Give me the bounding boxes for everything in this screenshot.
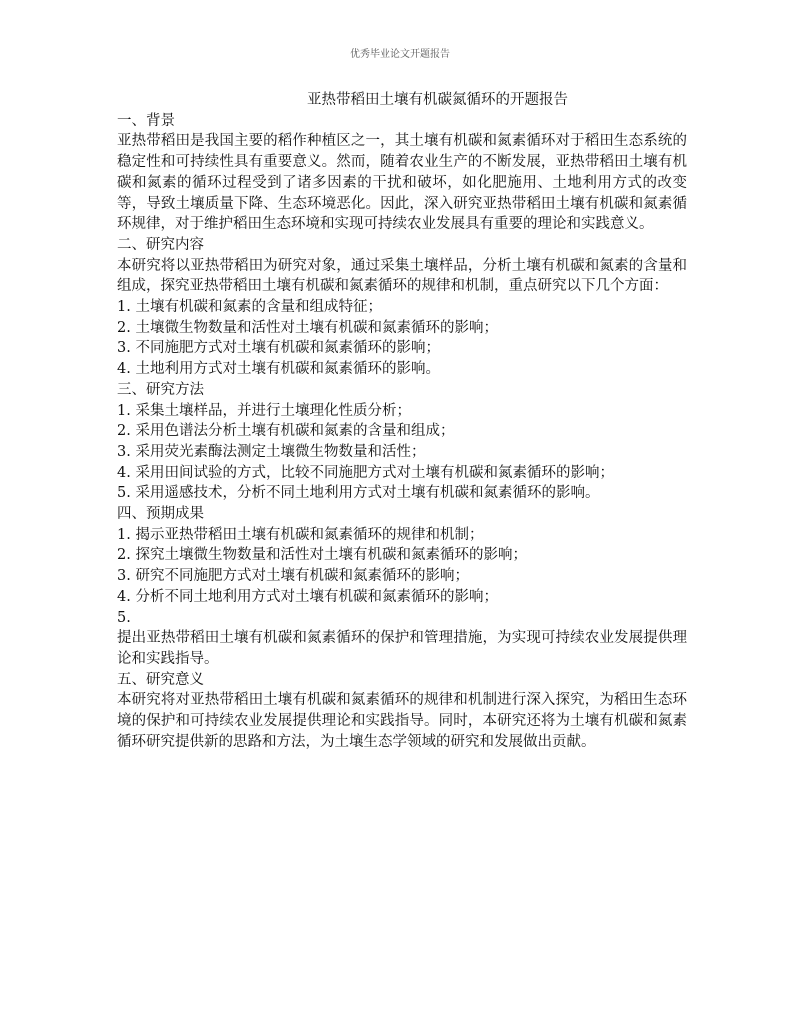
document-title: 亚热带稻田土壤有机碳氮循环的开题报告 [307, 92, 568, 108]
section-heading-methods: 三、研究方法 [117, 381, 204, 398]
section-heading-results: 四、预期成果 [117, 506, 204, 523]
list-item: 5. [117, 609, 131, 626]
list-item: 1. 土壤有机碳和氮素的含量和组成特征； [117, 299, 382, 316]
results-paragraph: 提出亚热带稻田土壤有机碳和氮素循环的保护和管理措施，为实现可持续农业发展提供理论和实践指导。 [117, 630, 687, 667]
list-item: 4. 采用田间试验的方式，比较不同施肥方式对土壤有机碳和氮素循环的影响； [117, 464, 614, 481]
list-item: 4. 分析不同土地利用方式对土壤有机碳和氮素循环的影响； [117, 588, 498, 605]
background-paragraph: 亚热带稻田是我国主要的稻作种植区之一，其土壤有机碳和氮素循环对于稻田生态系统的稳定性和可持续性具有重要意义。然而，随着农业生产的不断发展，亚热带稻田土壤有机碳和氮素的循环过程受到了诸多因素的干扰和破坏，如化肥施用、土地利用方式的改变等，导致土壤质量下降、生态环境恶化。因此，深入研究亚热带稻田土壤有机碳和氮素循环规律，对于维护稻田生态环境和实现可持续农业发展具有重要的理论和实践意义。 [117, 133, 687, 233]
list-item: 3. 研究不同施肥方式对土壤有机碳和氮素循环的影响； [117, 568, 469, 585]
page-header: 优秀毕业论文开题报告 [350, 49, 450, 60]
content-paragraph: 本研究将以亚热带稻田为研究对象，通过采集土壤样品，分析土壤有机碳和氮素的含量和组成，探究亚热带稻田土壤有机碳和氮素循环的规律和机制，重点研究以下几个方面： [117, 257, 687, 295]
list-item: 3. 不同施肥方式对土壤有机碳和氮素循环的影响； [117, 340, 440, 357]
list-item: 5. 采用遥感技术，分析不同土地利用方式对土壤有机碳和氮素循环的影响。 [117, 485, 600, 502]
section-heading-significance: 五、研究意义 [117, 671, 204, 688]
list-item: 1. 揭示亚热带稻田土壤有机碳和氮素循环的规律和机制； [117, 526, 484, 543]
list-item: 1. 采集土壤样品，并进行土壤理化性质分析； [117, 402, 411, 419]
section-heading-background: 一、背景 [117, 112, 175, 129]
list-item: 2. 土壤微生物数量和活性对土壤有机碳和氮素循环的影响； [117, 319, 498, 336]
document-body [117, 90, 687, 753]
list-item: 3. 采用荧光素酶法测定土壤微生物数量和活性； [117, 443, 426, 460]
section-heading-content: 二、研究内容 [117, 236, 204, 253]
list-item: 2. 采用色谱法分析土壤有机碳和氮素的含量和组成； [117, 423, 455, 440]
significance-paragraph: 本研究将对亚热带稻田土壤有机碳和氮素循环的规律和机制进行深入探究，为稻田生态环境的保护和可持续农业发展提供理论和实践指导。同时，本研究还将为土壤有机碳和氮素循环研究提供新的思路和方法，为土壤生态学领域的研究和发展做出贡献。 [117, 692, 687, 750]
list-item: 2. 探究土壤微生物数量和活性对土壤有机碳和氮素循环的影响； [117, 547, 527, 564]
list-item: 4. 土地利用方式对土壤有机碳和氮素循环的影响。 [117, 361, 440, 378]
